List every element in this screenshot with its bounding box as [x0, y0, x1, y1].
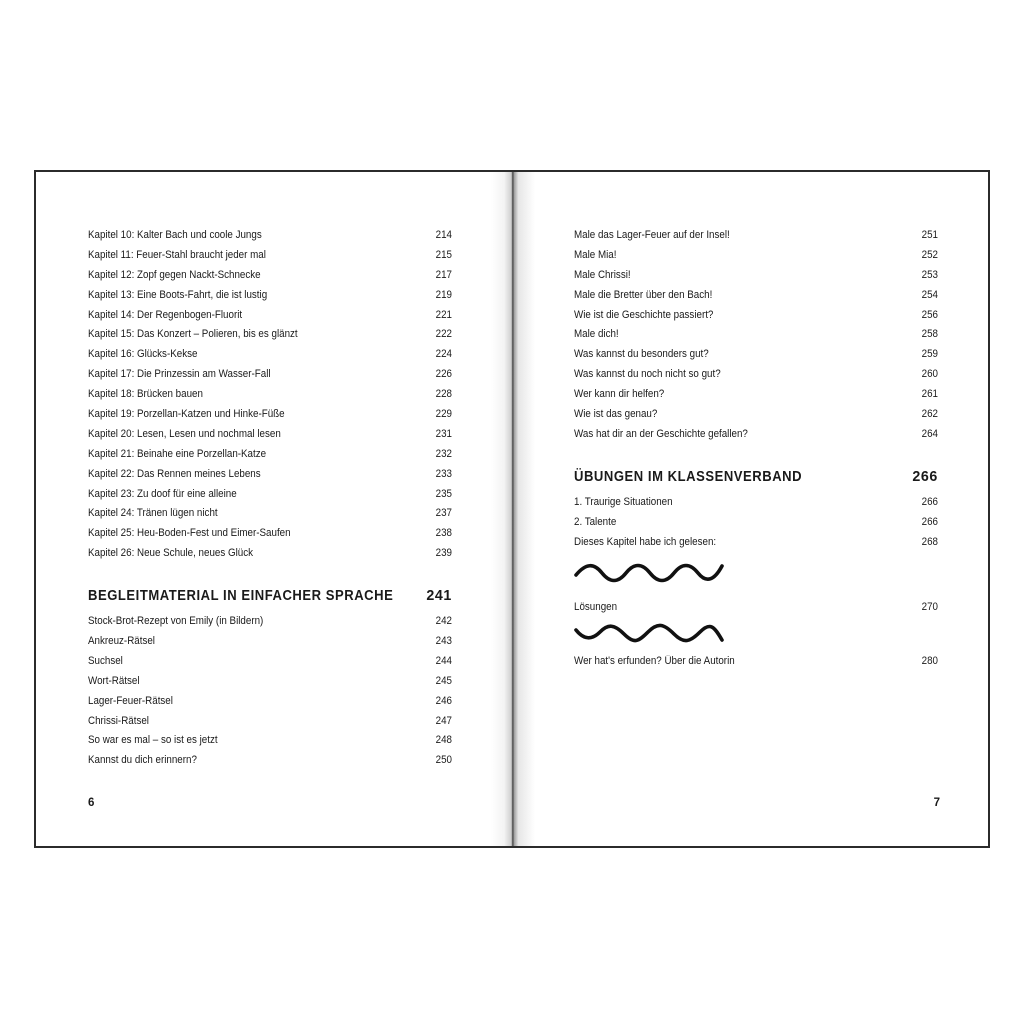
toc-entry: Was kannst du besonders gut? 259 [574, 348, 938, 361]
toc-entry: Kapitel 26: Neue Schule, neues Glück 239 [88, 547, 452, 560]
toc-entry: Kapitel 13: Eine Boots-Fahrt, die ist lustig 219 [88, 288, 452, 301]
toc-entry: Male das Lager-Feuer auf der Insel! 251 [574, 229, 938, 241]
page-number: 6 [88, 797, 95, 809]
right-page [522, 172, 990, 846]
toc-entry: Male dich! 258 [574, 328, 938, 341]
toc-entry: Kapitel 21: Beinahe eine Porzellan-Katze 232 [88, 447, 452, 460]
toc-entry: 2. Talente 266 [574, 515, 938, 528]
section-heading: BEGLEITMATERIAL IN EINFACHER SPRACHE 241 [88, 587, 452, 605]
toc-entry: Wort-Rätsel 245 [88, 674, 452, 687]
toc-entry: Suchsel 244 [88, 654, 452, 667]
toc-entry: Lösungen 270 [574, 601, 938, 614]
wave-ornament [574, 620, 724, 646]
toc-entry: Wer hat's erfunden? Über die Autorin 280 [574, 655, 938, 668]
toc-entry: So war es mal – so ist es jetzt 248 [88, 734, 452, 747]
toc-entry: Kapitel 11: Feuer-Stahl braucht jeder mal 215 [88, 248, 452, 261]
toc-entry: Kapitel 18: Brücken bauen 228 [88, 388, 452, 401]
toc-entry: Dieses Kapitel habe ich gelesen: 268 [574, 535, 938, 548]
toc-entry: Kapitel 10: Kalter Bach und coole Jungs 214 [88, 229, 452, 241]
wave-ornament [574, 558, 724, 584]
toc-entry: Kapitel 12: Zopf gegen Nackt-Schnecke 217 [88, 268, 452, 281]
toc-entry: Kannst du dich erinnern? 250 [88, 754, 452, 767]
page-number: 7 [933, 797, 940, 809]
toc-entry: Male Mia! 252 [574, 248, 938, 261]
toc-entry: Was hat dir an der Geschichte gefallen? 264 [574, 427, 938, 440]
toc-entry: 1. Traurige Situationen 266 [574, 495, 938, 508]
toc-entry: Kapitel 20: Lesen, Lesen und nochmal lesen 231 [88, 427, 452, 440]
toc-entry: Lager-Feuer-Rätsel 246 [88, 694, 452, 707]
wave-divider [574, 552, 938, 598]
toc-entry: Male Chrissi! 253 [574, 268, 938, 281]
left-page [36, 172, 512, 846]
toc-entry: Kapitel 22: Das Rennen meines Lebens 233 [88, 467, 452, 480]
toc-entry: Was kannst du noch nicht so gut? 260 [574, 368, 938, 381]
toc-entry: Kapitel 25: Heu-Boden-Fest und Eimer-Saufen 238 [88, 527, 452, 540]
toc-entry: Kapitel 24: Tränen lügen nicht 237 [88, 507, 452, 520]
toc-entry: Chrissi-Rätsel 247 [88, 714, 452, 727]
toc-entry: Kapitel 19: Porzellan-Katzen und Hinke-Füße 229 [88, 408, 452, 421]
toc-entry: Kapitel 16: Glücks-Kekse 224 [88, 348, 452, 361]
toc-entry: Kapitel 17: Die Prinzessin am Wasser-Fall 226 [88, 368, 452, 381]
open-book-spread [34, 170, 990, 848]
toc-entry: Kapitel 23: Zu doof für eine alleine 235 [88, 487, 452, 500]
table-of-contents-left [88, 226, 452, 771]
toc-entry: Wie ist die Geschichte passiert? 256 [574, 308, 938, 321]
table-of-contents-right [574, 226, 938, 672]
toc-entry: Kapitel 14: Der Regenbogen-Fluorit 221 [88, 308, 452, 321]
toc-entry: Male die Bretter über den Bach! 254 [574, 288, 938, 301]
toc-entry: Kapitel 15: Das Konzert – Polieren, bis es glänzt 222 [88, 328, 452, 341]
section-heading: ÜBUNGEN IM KLASSENVERBAND 266 [574, 467, 938, 485]
toc-entry: Stock-Brot-Rezept von Emily (in Bildern) 242 [88, 615, 452, 628]
toc-entry: Ankreuz-Rätsel 243 [88, 635, 452, 648]
toc-entry: Wer kann dir helfen? 261 [574, 388, 938, 401]
toc-entry: Wie ist das genau? 262 [574, 408, 938, 421]
wave-divider [574, 618, 938, 652]
